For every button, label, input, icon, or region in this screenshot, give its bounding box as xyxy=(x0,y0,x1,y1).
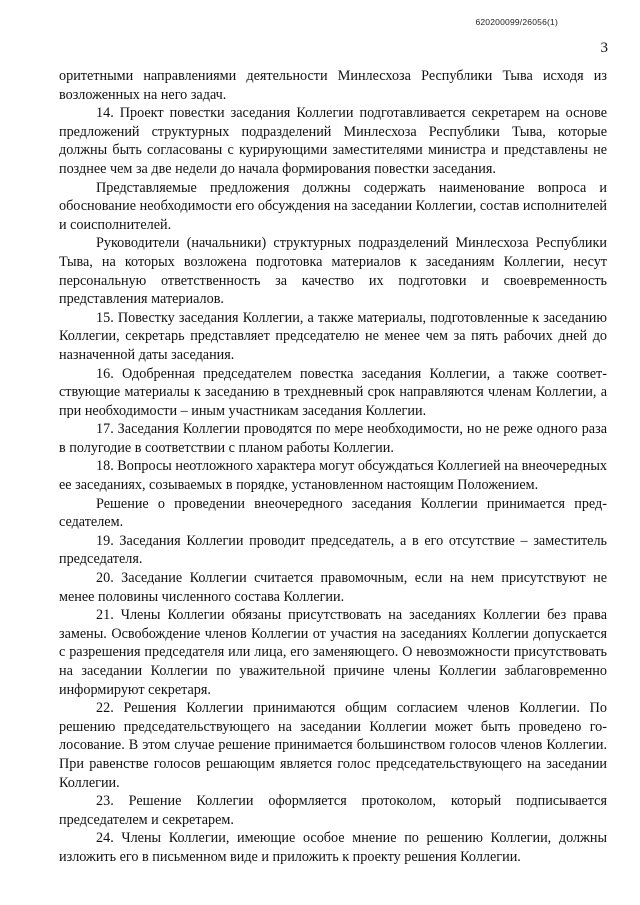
paragraph-item-20: 20. Заседание Коллегии считается правомочным, если на нем присутствуют не менее половины численного состава Коллегии. xyxy=(59,570,607,605)
paragraph-item-22: 22. Решения Коллегии принимаются общим согласием членов Коллегии. По решению председательствующего на заседании Коллегии может быть проведено голосование. В этом случае решение принимается большинством голосов членов Коллегии. При равенстве голосов решающим является голос председательствующего на заседании Коллегии. xyxy=(59,700,607,791)
document-body xyxy=(59,67,607,867)
paragraph-item-21: 21. Члены Коллегии обязаны присутствовать на заседаниях Коллегии без права замены. Освобождение членов Коллегии от участия на заседаниях Коллегии допускается с разрешения председателя или лица, его заменяющего. О невозможности присутствовать на заседании Коллегии по уважительной причине члены Коллегии заблаговременно информируют секретаря. xyxy=(59,607,607,698)
paragraph-continuation: оритетными направлениями деятельности Минлесхоза Республики Тыва исходя из возложенных на него задач. xyxy=(59,68,607,103)
page-number: 3 xyxy=(600,40,608,56)
paragraph-item-16: 16. Одобренная председателем повестка заседания Коллегии, а также соответствующие материалы к заседанию в трехдневный срок направляются членам Коллегии, а при необходимости – иным участникам заседания Коллегии. xyxy=(59,365,607,419)
paragraph-item-24: 24. Члены Коллегии, имеющие особое мнение по решению Коллегии, должны изложить его в письменном виде и приложить к проекту решения Коллегии. xyxy=(59,830,607,865)
paragraph-extraordinary-decision: Решение о проведении внеочередного заседания Коллегии принимается председателем. xyxy=(59,495,607,531)
paragraph-item-15: 15. Повестку заседания Коллегии, а также материалы, подготовленные к заседанию Коллегии, секретарь представляет председателю не менее чем за пять рабочих дней до назначенной даты заседания. xyxy=(59,309,607,363)
paragraph-item-19: 19. Заседания Коллегии проводит председатель, а в его отсутствие – заместитель председателя. xyxy=(59,532,607,568)
paragraph-heads-responsibility: Руководители (начальники) структурных подразделений Минлесхоза Республики Тыва, на которых возложена подготовка материалов к заседаниям Коллегии, несут персональную ответственность за качество их подготовки и своевременность представления материалов. xyxy=(59,235,607,308)
paragraph-proposals-content: Представляемые предложения должны содержать наименование вопроса и обоснование необходимости его обсуждения на заседании Коллегии, состав исполнителей и соисполнителей. xyxy=(59,179,607,233)
paragraph-item-17: 17. Заседания Коллегии проводятся по мере необходимости, но не реже одного раза в полугодие в соответствии с планом работы Коллегии. xyxy=(59,421,607,456)
paragraph-item-14: 14. Проект повестки заседания Коллегии подготавливается секретарем на основе предложений структурных подразделений Минлесхоза Республики Тыва, которые должны быть согласованы с курирующими заместителями министра и представлены не позднее чем за две недели до начала формирования повестки заседания. xyxy=(59,105,607,177)
paragraph-item-18: 18. Вопросы неотложного характера могут обсуждаться Коллегией на внеочередных ее заседаниях, созываемых в порядке, установленном настоящим Положением. xyxy=(59,458,607,494)
document-code: 620200099/26056(1) xyxy=(475,17,558,27)
paragraph-item-23: 23. Решение Коллегии оформляется протоколом, который подписывается председателем и секретарем. xyxy=(59,793,607,828)
